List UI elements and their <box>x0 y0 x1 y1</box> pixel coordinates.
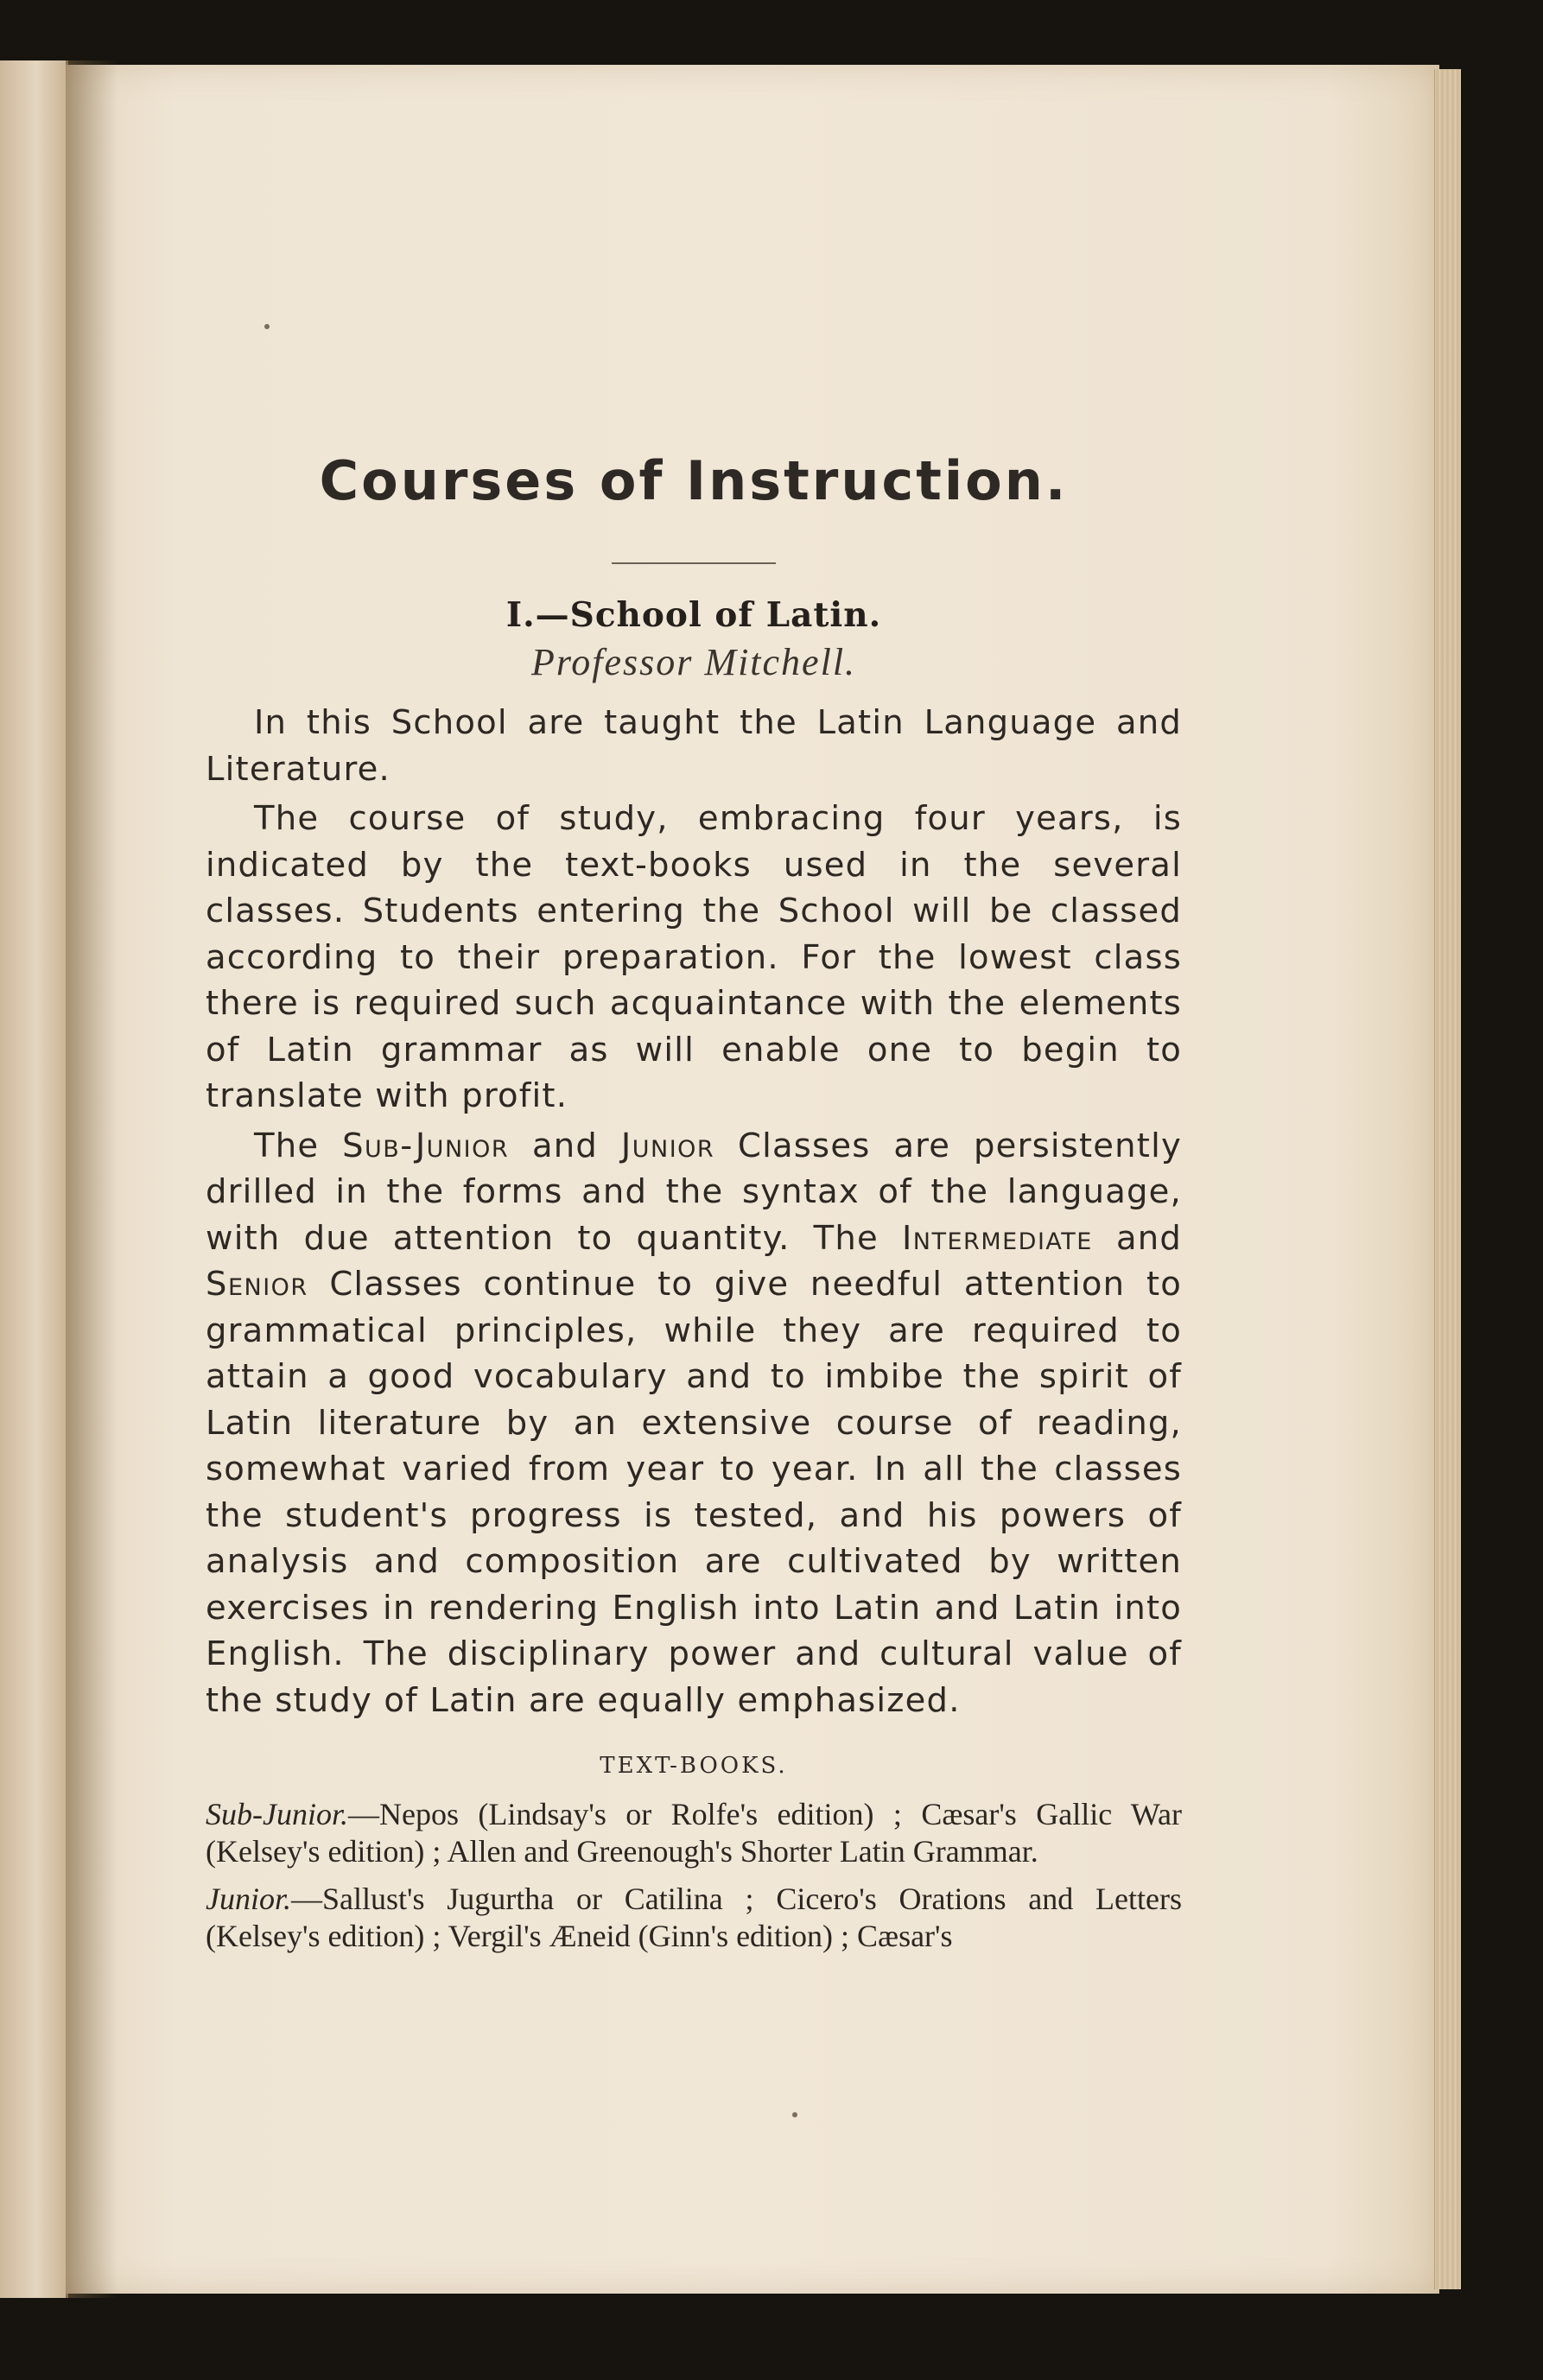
left-page-edge <box>0 60 68 2298</box>
text-run: Classes continue to give needful attention to grammatical principles, while they are required to attain a good vocabulary and to imbibe the spirit of Latin literature by an extensive course of reading, somewhat varied from year to year. In all the classes the student's progress is tested, and his powers of analysis and composition are cultivated by written exercises in rendering English into Latin and Latin into English. The disciplinary power and cultural value of the study of Latin are equally emphasized. <box>206 1265 1182 1720</box>
paragraph-intro: In this School are taught the Latin Language and Literature. <box>206 703 1182 789</box>
page-stack-edge <box>1434 69 1461 2289</box>
class-name-senior: Senior <box>206 1265 308 1304</box>
textbook-entry-sub-junior <box>206 1796 1182 1870</box>
professor-name: Professor Mitchell. <box>530 641 857 683</box>
title-divider <box>612 562 776 564</box>
text-run: and <box>509 1126 621 1165</box>
text-run: Classes are persistently drilled in the forms and the syntax of the language, with due attention to quantity. The <box>206 1126 1182 1258</box>
class-name-intermediate: Intermediate <box>901 1218 1093 1258</box>
speck-mark <box>264 324 270 329</box>
class-name-sub-junior: Sub-Junior <box>342 1126 510 1165</box>
textbook-text: —Nepos (Lindsay's or Rolfe's edition) ; Cæsar's Gallic War (Kelsey's edition) ; Allen and Greenough's Shorter Latin Grammar. <box>206 1797 1182 1869</box>
speck-mark <box>792 2112 797 2117</box>
section-heading: I.—School of Latin. <box>505 595 882 635</box>
text-run: The <box>254 1126 343 1165</box>
text-run: and <box>1092 1218 1182 1258</box>
paragraph-course: The course of study, embracing four years, is indicated by the text-books used in the several classes. Students entering the School will be classed according to their preparation. For the lowest class there is required such acquaintance with the elements of Latin grammar as will enable one to begin to translate with profit. <box>206 799 1182 1115</box>
page-title: Courses of Instruction. <box>319 449 1069 512</box>
textbook-label: Sub-Junior. <box>206 1797 348 1831</box>
textbook-text: —Sallust's Jugurtha or Catilina ; Cicero's Orations and Letters (Kelsey's edition) ; Vergil's Æneid (Ginn's edition) ; Cæsar's <box>206 1882 1182 1953</box>
textbook-entry-junior <box>206 1881 1182 1955</box>
paragraph-classes <box>206 1123 1182 1724</box>
gutter-shadow <box>66 60 117 2298</box>
page-content <box>206 449 1182 1955</box>
class-name-junior: Junior <box>620 1126 715 1165</box>
textbooks-heading: TEXT-BOOKS. <box>600 1753 788 1779</box>
textbook-label: Junior. <box>206 1882 291 1916</box>
